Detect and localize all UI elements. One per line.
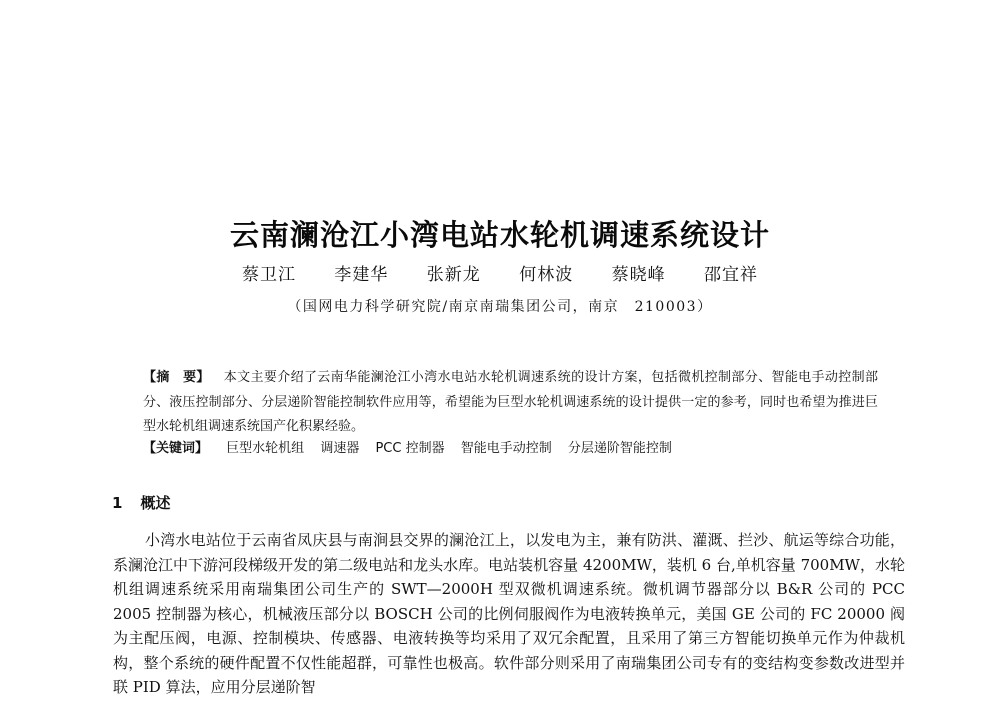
keyword: 巨型水轮机组 (226, 441, 305, 456)
author: 李建华 (334, 265, 389, 285)
author-list (0, 260, 1000, 285)
paper-title: 云南澜沧江小湾电站水轮机调速系统设计 (229, 218, 770, 253)
keywords (143, 439, 878, 459)
keyword: 分层递阶智能控制 (567, 441, 672, 456)
section-number: 1 (112, 494, 123, 512)
author: 蔡晓峰 (611, 265, 666, 285)
abstract-text: 本文主要介绍了云南华能澜沧江小湾水电站水轮机调速系统的设计方案，包括微机控制部分、智能电手动控制部分、液压控制部分、分层递阶智能控制软件应用等，希望能为巨型水轮机调速系统的设计提供一定的参考，同时也希望为推进巨型水轮机组调速系统国产化积累经验。 (143, 370, 878, 434)
affiliation: （国网电力科学研究院/南京南瑞集团公司，南京 210003） (287, 299, 713, 315)
keyword: 智能电手动控制 (460, 441, 552, 456)
keywords-label: 【关键词】 (143, 441, 209, 456)
author: 蔡卫江 (241, 265, 296, 285)
author: 何林波 (519, 265, 574, 285)
abstract-label: 【摘 要】 (143, 370, 210, 385)
section-title: 概述 (140, 494, 171, 512)
abstract (143, 366, 878, 440)
body-paragraph: 小湾水电站位于云南省凤庆县与南涧县交界的澜沧江上，以发电为主，兼有防洪、灌溉、拦沙、航运等综合功能，系澜沧江中下游河段梯级开发的第二级电站和龙头水库。电站装机容量 4200MW，装机 6 台,单机容量 700MW，水轮机组调速系统采用南瑞集团公司生产的 SWT—2000H 型双微机调速系统。微机调节器部分以 B&R 公司的 PCC 2005 控制器为核心，机械液压部分以 BOSCH 公司的比例伺服阀作为电液转换单元，美国 GE 公司的 FC 20000 阀为主配压阀，电源、控制模块、传感器、电液转换等均采用了双冗余配置，且采用了第三方智能切换单元作为仲裁机构，整个系统的硬件配置不仅性能超群，可靠性也极高。软件部分则采用了南瑞集团公司专有的变结构变参数改进型并联 PID 算法，应用分层递阶智 (113, 531, 905, 696)
author: 张新龙 (426, 265, 481, 285)
section-heading (112, 492, 170, 513)
author: 邵宜祥 (704, 265, 759, 285)
keyword: 调速器 (320, 441, 360, 456)
keyword: PCC 控制器 (375, 441, 445, 456)
